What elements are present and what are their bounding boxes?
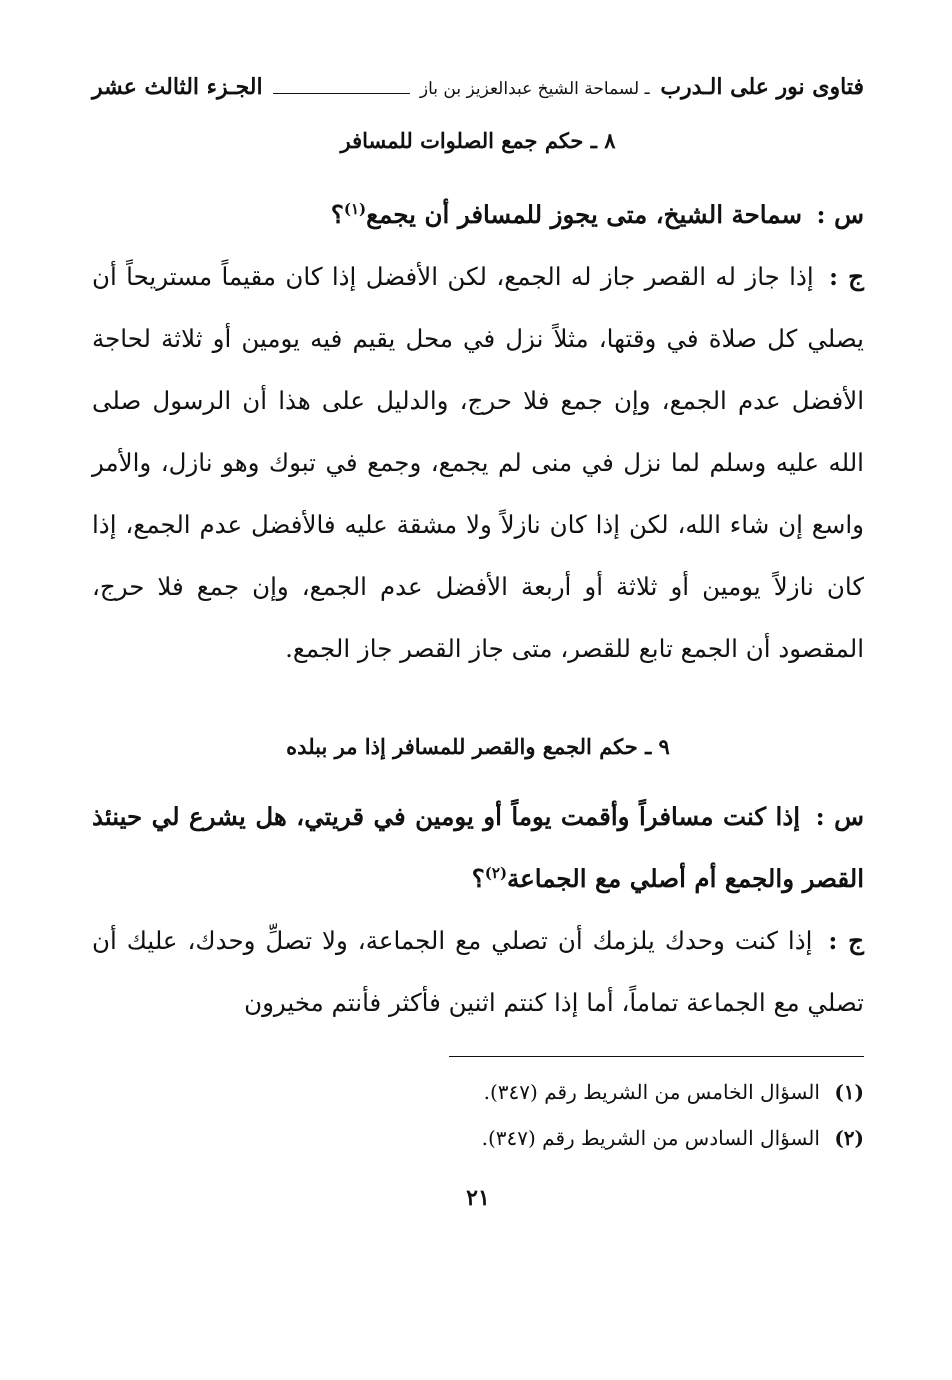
question-mark: ؟ xyxy=(471,864,485,893)
footnote-reference: (١) xyxy=(343,199,367,218)
section-heading: ٩ ـ حكم الجمع والقصر للمسافر إذا مر ببلده xyxy=(286,734,670,759)
footnote-rule xyxy=(449,1056,864,1057)
footnote xyxy=(92,1069,864,1115)
section-heading: ٨ ـ حكم جمع الصلوات للمسافر xyxy=(340,128,616,153)
footnote-text: السؤال الخامس من الشريط رقم (٣٤٧). xyxy=(483,1080,820,1104)
answer-paragraph xyxy=(92,246,864,680)
answer-text: إذا كنت وحدك يلزمك أن تصلي مع الجماعة، ولا تصلِّ وحدك، عليك أن تصلي مع الجماعة تماماً، أما إذا كنتم اثنين فأكثر فأنتم مخيرون xyxy=(92,926,864,1017)
answer-marker: ج : xyxy=(829,262,864,291)
running-head xyxy=(92,70,864,106)
question-mark: ؟ xyxy=(330,200,344,229)
answer-paragraph xyxy=(92,910,864,1034)
question-marker: س : xyxy=(816,200,864,229)
answer-text: إذا جاز له القصر جاز له الجمع، لكن الأفضل إذا كان مقيماً مستريحاً أن يصلي كل صلاة في وقتها، مثلاً نزل في محل يقيم فيه يومين أو ثلاثة لحاجة الأفضل عدم الجمع، وإن جمع فلا حرج، والدليل على هذا أن الرسول صلى الله عليه وسلم لما نزل في منى لم يجمع، وجمع في تبوك وهو نازل، والأمر واسع إن شاء الله، لكن إذا كان نازلاً ولا مشقة عليه فالأفضل عدم الجمع، إذا كان نازلاً يومين أو ثلاثة أو أربعة الأفضل عدم الجمع، وإن جمع فلا حرج، المقصود أن الجمع تابع للقصر، متى جاز القصر جاز الجمع. xyxy=(92,262,864,663)
answer-marker: ج : xyxy=(828,926,864,955)
author-credit: ـ لسماحة الشيخ عبدالعزيز بن باز xyxy=(419,79,650,99)
volume-part: الجـزء الثالث عشر xyxy=(92,74,263,100)
footnote-number: (٢) xyxy=(834,1126,864,1150)
header-rule xyxy=(273,93,410,94)
footnote-number: (١) xyxy=(834,1080,864,1104)
footnote xyxy=(92,1115,864,1161)
footnote-text: السؤال السادس من الشريط رقم (٣٤٧). xyxy=(481,1126,820,1150)
page-number: ٢١ xyxy=(466,1185,490,1211)
question-paragraph xyxy=(92,184,864,246)
footnote-reference: (٢) xyxy=(484,863,508,882)
book-title: فتاوى نور على الـدرب xyxy=(660,74,864,100)
question-marker: س : xyxy=(815,802,864,831)
question-text: إذا كنت مسافراً وأقمت يوماً أو يومين في قريتي، هل يشرع لي حينئذ القصر والجمع أم أصلي مع الجماعة xyxy=(92,802,864,893)
question-paragraph xyxy=(92,786,864,910)
question-text: سماحة الشيخ، متى يجوز للمسافر أن يجمع xyxy=(366,200,802,229)
